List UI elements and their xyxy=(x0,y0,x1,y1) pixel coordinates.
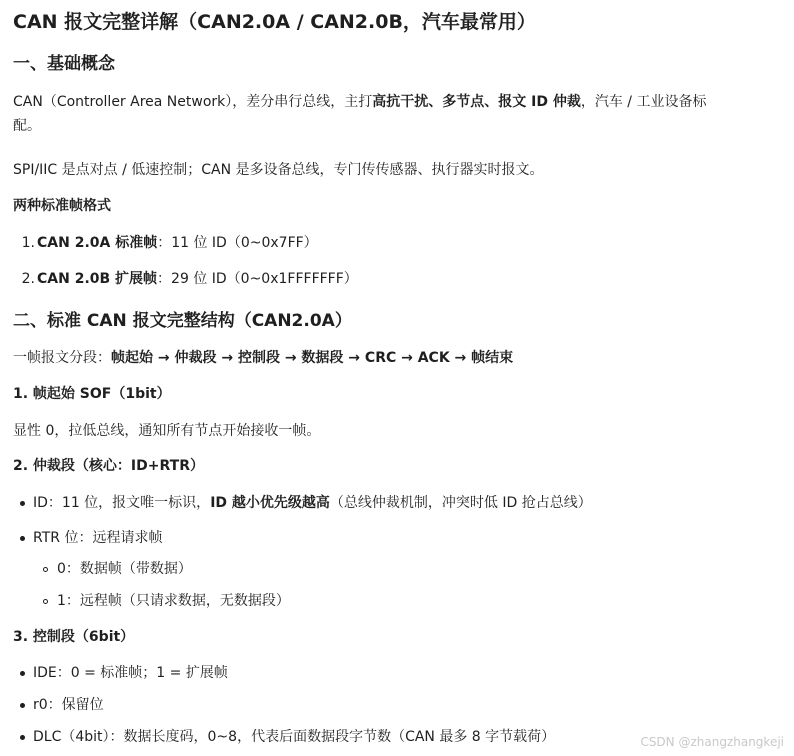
frame-sequence-bold: 帧起始 → 仲裁段 → 控制段 → 数据段 → CRC → ACK → 帧结束 xyxy=(111,350,514,366)
arbitration-heading: 2. 仲裁段（核心：ID+RTR） xyxy=(13,458,204,474)
list-number: 2. xyxy=(21,271,35,287)
list-item-rtr-0: 0：数据帧（带数据） xyxy=(57,561,192,577)
section-heading-basics: 一、基础概念 xyxy=(13,54,115,74)
intro-text-a: CAN（Controller Area Network），差分串行总线，主打 xyxy=(13,94,373,110)
list-item-ide: IDE：0 = 标准帧；1 = 扩展帧 xyxy=(33,665,228,681)
bullet-icon xyxy=(20,735,25,740)
id-text-c: （总线仲裁机制，冲突时低 ID 抢占总线） xyxy=(329,495,592,511)
watermark: CSDN @zhangzhangkeji xyxy=(640,735,784,749)
list-item-id xyxy=(33,492,592,514)
bullet-icon xyxy=(20,703,25,708)
list-item-can20a xyxy=(13,232,318,254)
id-text-a: ID：11 位，报文唯一标识， xyxy=(33,495,211,511)
list-item-rtr-1: 1：远程帧（只请求数据，无数据段） xyxy=(57,593,290,609)
list-item-label: CAN 2.0A 标准帧 xyxy=(37,235,158,251)
list-item-text: ：29 位 ID（0~0x1FFFFFFF） xyxy=(157,271,358,287)
intro-text-d: 配。 xyxy=(13,118,41,134)
list-item-label: CAN 2.0B 扩展帧 xyxy=(37,271,158,287)
bullet-icon xyxy=(20,501,25,506)
frame-sequence-paragraph xyxy=(13,346,789,370)
list-number: 1. xyxy=(21,235,35,251)
list-item-r0: r0：保留位 xyxy=(33,697,104,713)
sof-text: 显性 0，拉低总线，通知所有节点开始接收一帧。 xyxy=(13,423,321,439)
comparison-paragraph: SPI/IIC 是点对点 / 低速控制；CAN 是多设备总线，专门传传感器、执行器实时报文。 xyxy=(13,162,544,178)
list-item-text: ：11 位 ID（0~0x7FF） xyxy=(157,235,318,251)
id-text-bold: ID 越小优先级越高 xyxy=(210,495,330,511)
bullet-icon xyxy=(20,671,25,676)
sof-heading: 1. 帧起始 SOF（1bit） xyxy=(13,386,171,402)
frame-sequence-prefix: 一帧报文分段： xyxy=(13,350,111,366)
control-heading: 3. 控制段（6bit） xyxy=(13,629,135,645)
list-item-can20b xyxy=(13,268,358,290)
intro-text-bold: 高抗干扰、多节点、报文 ID 仲裁 xyxy=(372,94,581,110)
bullet-icon xyxy=(20,536,25,541)
intro-text-c: ，汽车 / 工业设备标 xyxy=(580,94,707,110)
list-item-dlc: DLC（4bit）：数据长度码，0~8，代表后面数据段字节数（CAN 最多 8 字节载荷） xyxy=(33,729,556,745)
frame-formats-heading: 两种标准帧格式 xyxy=(13,198,111,214)
section-heading-structure: 二、标准 CAN 报文完整结构（CAN2.0A） xyxy=(13,311,352,331)
circle-bullet-icon xyxy=(43,567,48,572)
list-item-rtr: RTR 位：远程请求帧 xyxy=(33,530,163,546)
page-title: CAN 报文完整详解（CAN2.0A / CAN2.0B，汽车最常用） xyxy=(13,11,536,33)
intro-paragraph xyxy=(13,90,789,138)
circle-bullet-icon xyxy=(43,599,48,604)
